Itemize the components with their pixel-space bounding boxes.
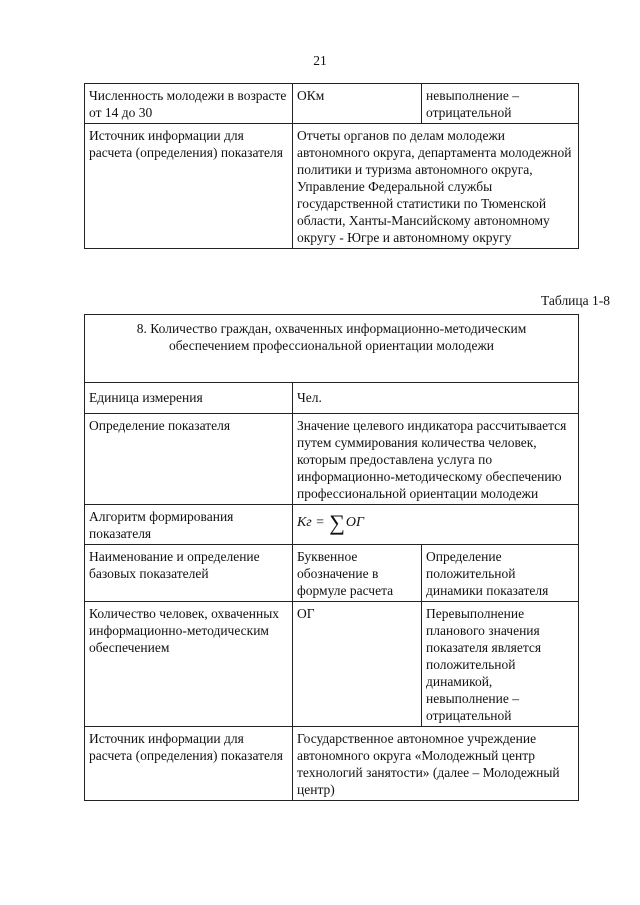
table-cell: Перевыполнение планового значения показателя является положительной динамикой, невыполнение – отрицательной: [422, 602, 579, 727]
table-cell: Алгоритм формирования показателя: [85, 505, 293, 545]
table-cell: Численность молодежи в возрасте от 14 до 30: [85, 84, 293, 124]
table-header-cell: Определение положительной динамики показателя: [422, 545, 579, 602]
table-row: [85, 84, 579, 124]
table-cell: Источник информации для расчета (определения) показателя: [85, 124, 293, 249]
formula: [297, 508, 364, 535]
table-cell: Государственное автономное учреждение автономного округа «Молодежный центр технологий занятости» (далее – Молодежный центр): [293, 727, 579, 801]
table-cell: ОКм: [293, 84, 422, 124]
formula-lhs: Кг: [297, 515, 312, 530]
sum-symbol: ∑: [329, 510, 345, 535]
table-title: 8. Количество граждан, охваченных информационно-методическим обеспечением профессиональной ориентации молодежи: [85, 315, 579, 383]
table-cell: Отчеты органов по делам молодежи автономного округа, департамента молодежной политики и туризма автономного округа, Управление Федеральной службы государственной статистики по Тюменской области, Ханты-Мансийскому автономному округу - Югре и автономному округу: [293, 124, 579, 249]
table-cell: Количество человек, охваченных информационно-методическим обеспечением: [85, 602, 293, 727]
formula-cell: [293, 505, 579, 545]
table-row: [85, 414, 579, 505]
table-cell: Источник информации для расчета (определения) показателя: [85, 727, 293, 801]
table-caption: Таблица 1-8: [541, 293, 610, 308]
table-row: [85, 505, 579, 545]
table-header-cell: Буквенное обозначение в формуле расчета: [293, 545, 422, 602]
formula-rhs: ОГ: [345, 515, 364, 530]
table-cell: Чел.: [293, 383, 579, 414]
table-row: [85, 315, 579, 383]
table-row: [85, 383, 579, 414]
table-row: [85, 124, 579, 249]
indicator-table: [84, 314, 579, 801]
indicator-table-continued: [84, 83, 579, 249]
table-cell: Единица измерения: [85, 383, 293, 414]
formula-equals: =: [315, 515, 325, 530]
table-cell: Определение показателя: [85, 414, 293, 505]
table-header-cell: Наименование и определение базовых показателей: [85, 545, 293, 602]
table-row: [85, 727, 579, 801]
table-cell: Значение целевого индикатора рассчитывается путем суммирования количества человек, которым предоставлена услуга по информационно-методическому обеспечению профессиональной ориентации молодежи: [293, 414, 579, 505]
table-cell: ОГ: [293, 602, 422, 727]
table-row: [85, 602, 579, 727]
table-cell: невыполнение – отрицательной: [422, 84, 579, 124]
page-number: 21: [313, 53, 327, 68]
table-row: [85, 545, 579, 602]
